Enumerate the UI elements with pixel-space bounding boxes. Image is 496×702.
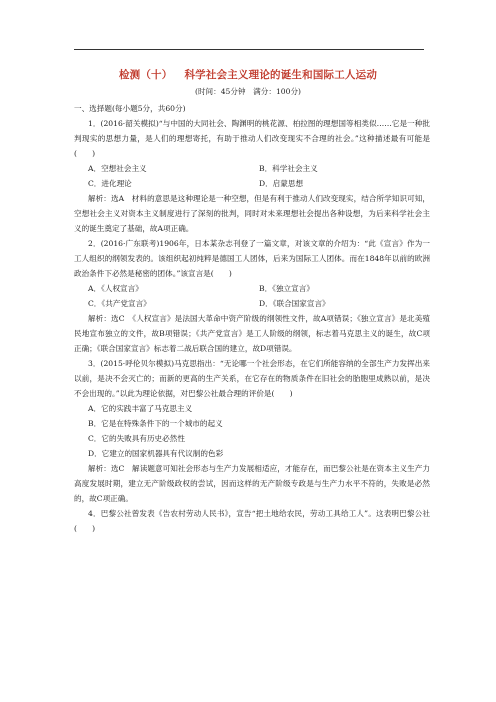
- option-d: D．《联合国家宣言》: [259, 299, 330, 308]
- question-2-stem: 2．(2016·广东联考)1906年，日本某杂志刊登了一篇文章，对该文章的介绍为：“此《宣言》作为一工人组织的纲领发表的。该组织起初纯粹是德国工人团体，后来为国际工人团体。而在1848年以前的欧洲政治条件下必然是秘密的团体。”该宣言是( ): [74, 239, 430, 278]
- question-2-analysis: 解析：选C 《人权宣言》是法国大革命中资产阶级的纲领性文件，故A项错误；《独立宣言》是北美殖民地宣布独立的文件，故B项错误；《共产党宣言》是工人阶级的纲领，标志着马克思主义的诞生，故C项正确；《联合国家宣言》标志着二战后联合国的建立，故D项错误。: [74, 314, 430, 353]
- question-1-analysis: 解析：选A 材料的意思是这种理论是一种空想，但是有利于推动人们改变现实，结合所学知识可知，空想社会主义对资本主义制度进行了深刻的批判，同时对未来理想社会提出各种设想，为后来科学社会主义的诞生奠定了基础，故A项正确。: [74, 194, 430, 233]
- option-b: B．《独立宣言》: [259, 284, 314, 293]
- option-c: C．进化理论: [88, 179, 132, 188]
- option-c: C．《共产党宣言》: [88, 299, 151, 308]
- section-heading: 一、选择题(每小题5分，共60分): [74, 104, 186, 113]
- option-c: C．它的失败具有历史必然性: [88, 434, 185, 443]
- option-b: B．它是在特殊条件下的一个城市的起义: [88, 419, 223, 428]
- title-topic: 科学社会主义理论的诞生和国际工人运动: [184, 69, 378, 81]
- question-1-options: [74, 161, 430, 191]
- question-2-options: [74, 281, 430, 311]
- option-b: B．科学社会主义: [259, 164, 318, 173]
- question-1-stem: 1．(2016·韶关模拟)“与中国的大同社会、陶渊明的桃花源、柏拉图的理想国等相类似……它是一种批判现实的思想力量，是人们的理想寄托，有助于推动人们改变现实不合理的社会。”这种描述最有可能是( ): [74, 119, 430, 158]
- title-main: 检测（十）: [118, 69, 173, 81]
- option-a: A．《人权宣言》: [88, 284, 143, 293]
- page-title: [0, 67, 496, 82]
- option-a: A．它的实践丰富了马克思主义: [88, 404, 193, 413]
- question-3-analysis: 解析：选C 解读题意可知社会形态与生产力发展相适应，才能存在，而巴黎公社是在资本主义生产力高度发展时期，建立无产阶级政权的尝试，因而这样的无产阶级专政是与生产力水平不符的，失败是必然的，故C项正确。: [74, 464, 430, 503]
- page-subtitle: (时间：45分钟 满分：100分): [194, 87, 302, 96]
- option-d: D．启蒙思想: [259, 179, 304, 188]
- option-a: A．空想社会主义: [88, 164, 147, 173]
- question-3-options: [74, 401, 430, 461]
- question-4-stem: 4．巴黎公社曾发表《告农村劳动人民书》，宣告“把土地给农民，劳动工具给工人”。这表明巴黎公社( ): [74, 509, 430, 533]
- option-d: D．它建立的国家机器具有代议制的色彩: [88, 449, 224, 458]
- header-rule: [74, 49, 424, 50]
- question-3-stem: 3．(2015·呼伦贝尔模拟)马克思指出：“无论哪一个社会形态，在它们所能容纳的全部生产力发挥出来以前，是决不会灭亡的；而新的更高的生产关系，在它存在的物质条件在旧社会的胎胞里成熟以前，是决不会出现的。”以此为理论依据，对巴黎公社最合理的评价是( ): [74, 359, 430, 398]
- document-body: [74, 101, 430, 536]
